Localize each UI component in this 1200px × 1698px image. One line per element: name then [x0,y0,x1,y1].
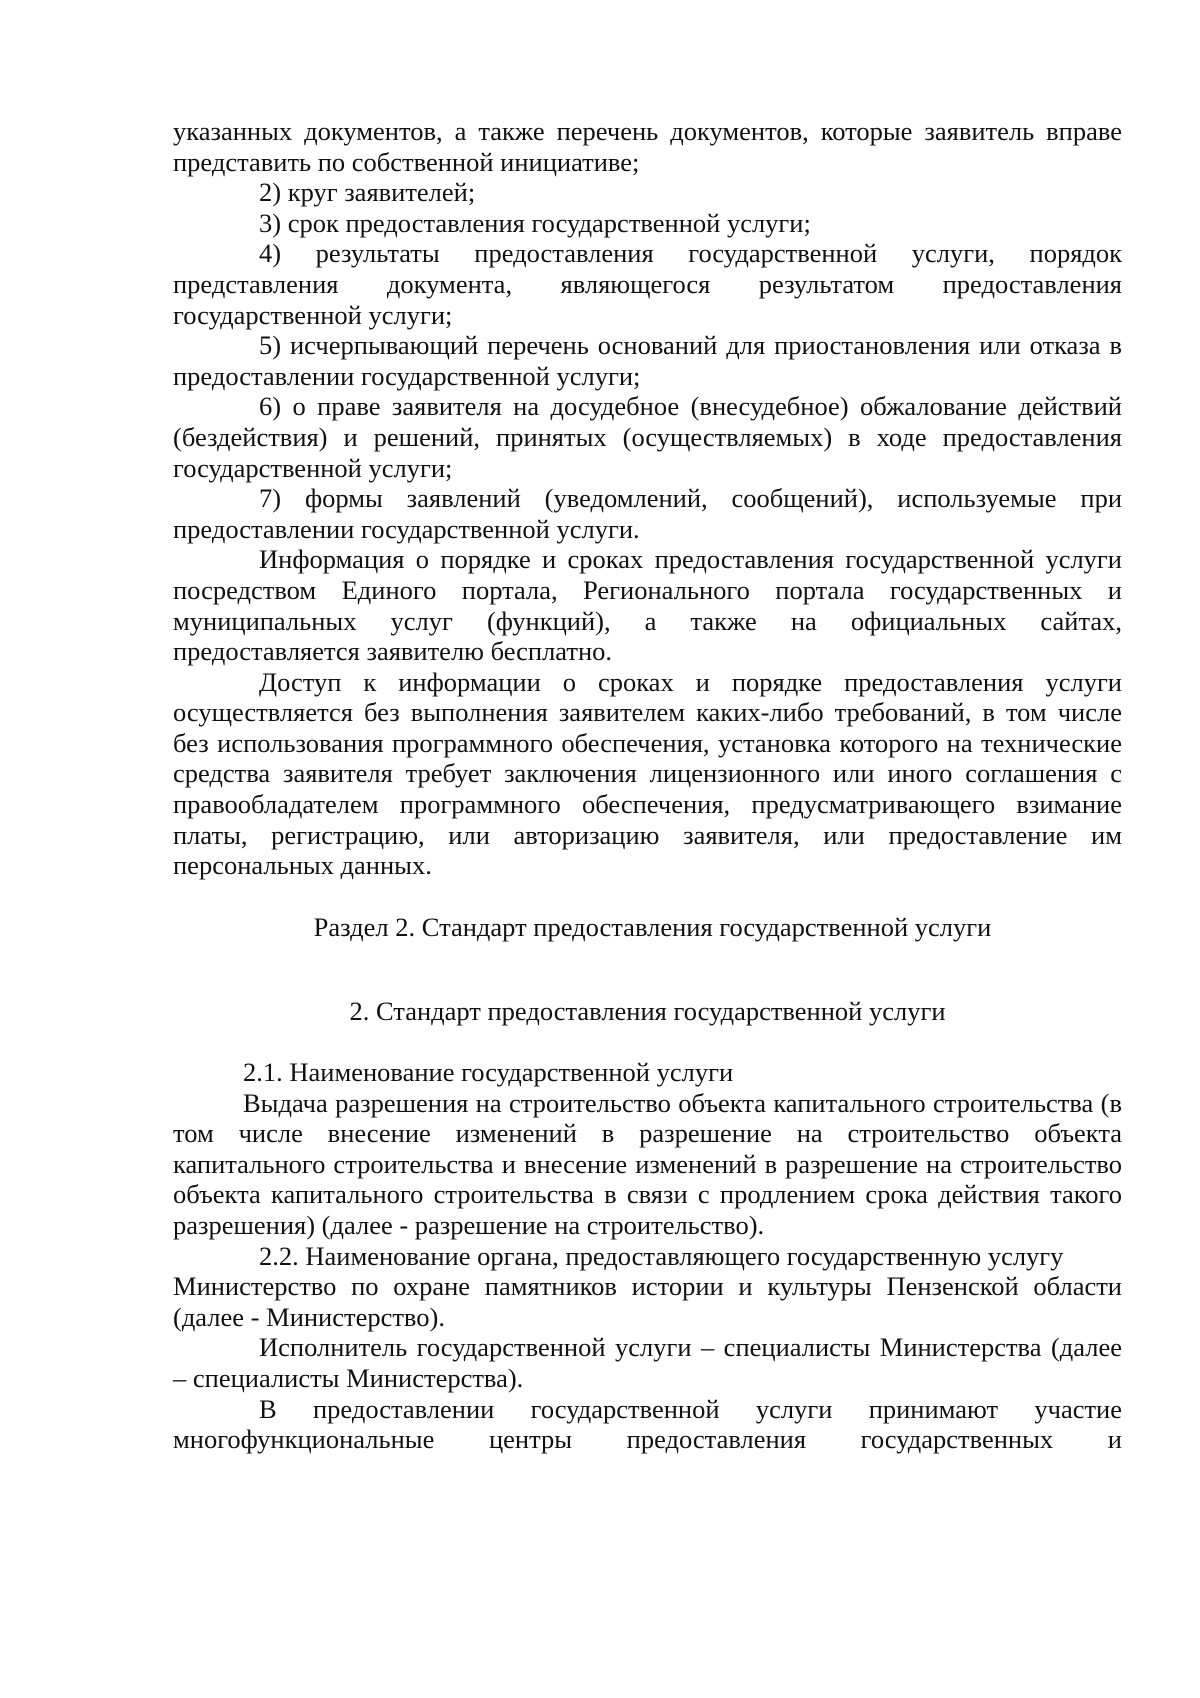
list-item-applicants: 2) круг заявителей; [259,177,476,208]
list-item-appeal-right: 6) о праве заявителя на досудебное (внесудебное) обжалование действий (бездействия) и решений, принятых (осуществляемых) в ходе предоставления государственной услуги; [173,391,1122,483]
subsection-2-2-text: Министерство по охране памятников истории и культуры Пензенской области (далее - Министерство). [173,1271,1122,1332]
subsection-2-1-text: Выдача разрешения на строительство объекта капитального строительства (в том числе внесение изменений в разрешение на строительство объекта капитального строительства и внесение изменений в разрешение на строительство объекта капитального строительства в связи с продлением срока действия такого разрешения) (далее - разрешение на строительство). [173,1087,1122,1240]
paragraph-information-free: Информация о порядке и сроках предоставления государственной услуги посредством Единого портала, Регионального портала государственных и муниципальных услуг (функций), а также на официальных сайтах, предоставляется заявителю бесплатно. [173,544,1122,667]
list-item-term: 3) срок предоставления государственной услуги; [259,207,811,238]
list-item-results: 4) результаты предоставления государственной услуги, порядок представления документа, являющегося результатом предоставления государственной услуги; [173,238,1122,330]
list-item-forms: 7) формы заявлений (уведомлений, сообщений), используемые при предоставлении государственной услуги. [173,483,1122,544]
paragraph-participation: В предоставлении государственной услуги принимают участие многофункциональные центры предоставления государственных и [173,1393,1122,1455]
list-item-refusal-grounds: 5) исчерпывающий перечень оснований для приостановления или отказа в предоставлении государственной услуги; [173,330,1122,391]
section-heading: Раздел 2. Стандарт предоставления государственной услуги [313,911,992,942]
paragraph-docs-continuation: указанных документов, а также перечень документов, которые заявитель вправе представить по собственной инициативе; [173,116,1122,177]
subsection-2-1-heading: 2.1. Наименование государственной услуги [243,1057,734,1088]
subsection-2-2-heading: 2.2. Наименование органа, предоставляющего государственную услугу [259,1240,1064,1271]
page-content [173,116,1122,1455]
paragraph-access-info: Доступ к информации о сроках и порядке предоставления услуги осуществляется без выполнения заявителем каких-либо требований, в том числе без использования программного обеспечения, установка которого на технические средства заявителя требует заключения лицензионного или иного соглашения с правообладателем программного обеспечения, предусматривающего взимание платы, регистрацию, или авторизацию заявителя, или предоставление им персональных данных. [173,666,1122,881]
spacer [173,1027,1122,1057]
paragraph-executor: Исполнитель государственной услуги – специалисты Министерства (далее – специалисты Министерства). [173,1332,1122,1393]
standard-heading: 2. Стандарт предоставления государственной услуги [349,996,946,1027]
